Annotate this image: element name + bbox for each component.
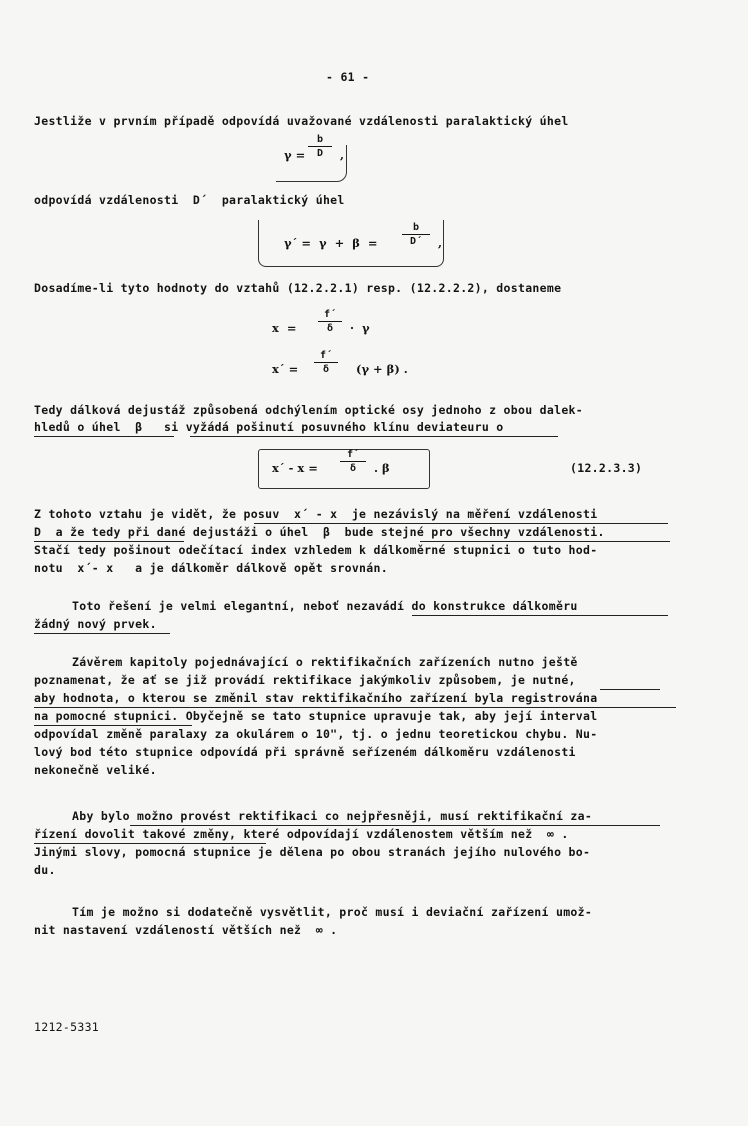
handwritten-underline <box>34 541 184 542</box>
equation-2-tail: , <box>438 236 443 250</box>
text-line: žádný nový prvek. <box>34 617 157 631</box>
paragraph-1: Jestliže v prvním případě odpovídá uvažované vzdálenosti paralaktický úhel <box>34 114 569 128</box>
handwritten-underline <box>130 825 660 826</box>
equation-3-lhs: x = <box>272 321 297 335</box>
equation-3-fraction <box>318 309 342 334</box>
handwritten-underline <box>254 523 668 524</box>
text-line: Aby bylo možno provést rektifikaci co nejpřesněji, musí rektifikační za- <box>72 809 593 823</box>
equation-3-tail: · γ <box>350 321 370 335</box>
handwritten-underline <box>34 725 192 726</box>
handwritten-underline <box>190 436 558 437</box>
handwritten-underline <box>34 633 170 634</box>
equation-3-denominator: δ <box>326 323 334 334</box>
text-line: Z tohoto vztahu je vidět, že posuv x´ - x je nezávislý na měření vzdálenosti <box>34 507 598 521</box>
equation-5-lhs: x´ - x = <box>272 461 318 475</box>
equation-5-fraction <box>340 449 366 474</box>
equation-4-numerator: f´ <box>319 350 333 361</box>
text-line: Jinými slovy, pomocná stupnice je dělena po obou stranách jejího nulového bo- <box>34 845 591 859</box>
handwritten-bracket <box>258 220 444 267</box>
fraction-bar <box>318 321 342 322</box>
equation-2-lhs: γ´ = γ + β = <box>284 236 378 250</box>
handwritten-underline <box>34 843 266 844</box>
text-line: Závěrem kapitoly pojednávající o rektifikačních zařízeních nutno ještě <box>72 655 578 669</box>
paragraph-2: odpovídá vzdálenosti D´ paralaktický úhel <box>34 193 345 207</box>
equation-4-tail: (γ + β) . <box>356 362 408 376</box>
text-line: Tím je možno si dodatečně vysvětlit, proč musí i deviační zařízení umož- <box>72 905 593 919</box>
text-line: nit nastavení vzdáleností větších než ∞ . <box>34 923 338 937</box>
equation-4-denominator: δ <box>322 364 330 375</box>
equation-5-number: (12.2.3.3) <box>570 461 643 475</box>
equation-3-numerator: f´ <box>323 309 337 320</box>
equation-2-denominator: D´ <box>409 236 423 247</box>
equation-1-lhs: γ = <box>284 148 306 162</box>
handwritten-underline <box>412 615 668 616</box>
paragraph-3: Dosadíme-li tyto hodnoty do vztahů (12.2.2.1) resp. (12.2.2.2), dostaneme <box>34 281 562 295</box>
handwritten-underline <box>34 707 676 708</box>
text-line: odpovídal změně paralaxy za okulárem o 10", tj. o jednu teoretickou chybu. Nu- <box>34 727 598 741</box>
fraction-bar <box>340 461 366 462</box>
equation-4-lhs: x´ = <box>272 362 299 376</box>
paragraph-4-line-1: Tedy dálková dejustáž způsobená odchýlením optické osy jednoho z obou dalek- <box>34 403 583 417</box>
text-line: nekonečně veliké. <box>34 763 157 777</box>
equation-4-fraction <box>314 350 338 375</box>
text-line: D a že tedy při dané dejustáži o úhel β bude stejné pro všechny vzdálenosti. <box>34 525 605 539</box>
text-line: Toto řešení je velmi elegantní, neboť nezavádí do konstrukce dálkoměru <box>72 599 578 613</box>
text-line: poznamenat, že ať se již provádí rektifikace jakýmkoliv způsobem, je nutné, <box>34 673 576 687</box>
page-number: - 61 - <box>326 70 370 84</box>
handwritten-underline <box>34 436 174 437</box>
text-line: du. <box>34 863 56 877</box>
equation-1-tail: , <box>340 148 345 162</box>
paragraph-4-line-2: hledů o úhel β si vyžádá pošinutí posuvného klínu deviateuru o <box>34 420 504 434</box>
handwritten-underline <box>420 541 670 542</box>
equation-1-numerator: b <box>316 134 324 145</box>
text-line: lový bod této stupnice odpovídá při správně seřízeném dálkoměru vzdálenosti <box>34 745 576 759</box>
text-line: na pomocné stupnici. Obyčejně se tato stupnice upravuje tak, aby její interval <box>34 709 598 723</box>
fraction-bar <box>314 362 338 363</box>
text-line: Stačí tedy pošinout odečítací index vzhledem k dálkoměrné stupnici o tuto hod- <box>34 543 598 557</box>
text-line: notu x´- x a je dálkoměr dálkově opět srovnán. <box>34 561 388 575</box>
footer-code: 1212-5331 <box>34 1020 100 1034</box>
text-line: řízení dovolit takové změny, které odpovídají vzdálenostem větším než ∞ . <box>34 827 569 841</box>
equation-2-numerator: b <box>412 222 420 233</box>
equation-5-numerator: f´ <box>346 449 360 460</box>
handwritten-bracket <box>276 145 347 182</box>
handwritten-underline <box>600 689 660 690</box>
equation-5-denominator: δ <box>349 463 357 474</box>
equation-5-tail: . β <box>374 461 390 475</box>
text-line: aby hodnota, o kterou se změnil stav rektifikačního zařízení byla registrována <box>34 691 598 705</box>
equation-1-denominator: D <box>316 148 324 159</box>
